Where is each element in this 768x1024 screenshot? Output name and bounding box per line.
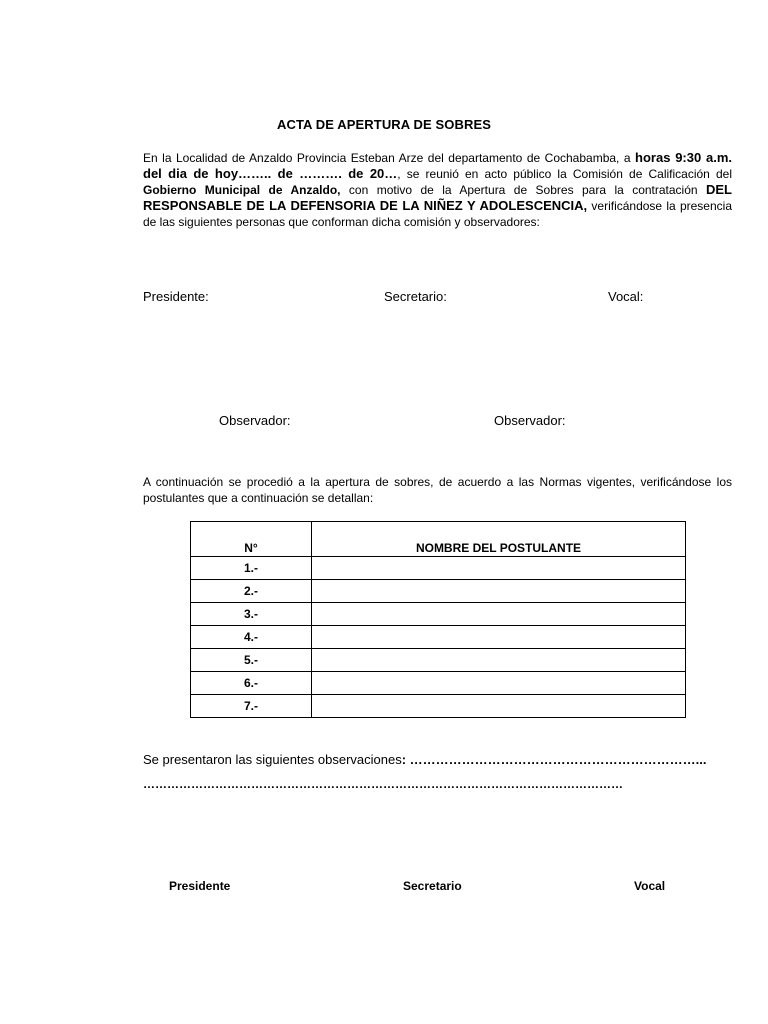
header-name: NOMBRE DEL POSTULANTE [312, 522, 686, 557]
row-name-cell [312, 603, 686, 626]
intro-text-4: verificándose la presencia de las siguientes personas que conforman dicha comisión y observadores: [143, 199, 732, 229]
row-name-cell [312, 626, 686, 649]
row-number: 2.- [191, 580, 312, 603]
intro-paragraph [143, 150, 732, 230]
table-row [191, 557, 686, 580]
intro-bold-municipality: Gobierno Municipal de Anzaldo, [143, 183, 341, 197]
row-number: 5.- [191, 649, 312, 672]
row-name-cell [312, 649, 686, 672]
row-number: 1.- [191, 557, 312, 580]
label-observador-2: Observador: [494, 413, 566, 428]
document-title: ACTA DE APERTURA DE SOBRES [277, 117, 491, 132]
signature-presidente: Presidente [169, 879, 231, 893]
intro-bold-time: horas 9:30 a.m. del dia de hoy…….. de ………. de 20… [143, 150, 733, 181]
intro-bold-position: DEL RESPONSABLE DE LA DEFENSORIA DE LA NIÑEZ Y ADOLESCENCIA, [143, 182, 732, 213]
row-number: 7.- [191, 695, 312, 718]
row-number: 3.- [191, 603, 312, 626]
intro-text-3: con motivo de la Apertura de Sobres para la contratación [340, 183, 706, 197]
observations-label: Se presentaron las siguientes observaciones [143, 752, 402, 767]
signature-vocal: Vocal [634, 879, 666, 893]
label-observador-1: Observador: [219, 413, 291, 428]
table-row [191, 626, 686, 649]
table-row [191, 672, 686, 695]
table-row [191, 603, 686, 626]
row-number: 6.- [191, 672, 312, 695]
observations-dots-1: …………………………………………………………... [406, 752, 707, 767]
table-row [191, 695, 686, 718]
intro-text-2: , se reunió en acto público la Comisión de Calificación del [397, 167, 732, 181]
label-vocal: Vocal: [608, 289, 644, 304]
table-header-row [191, 522, 686, 557]
label-presidente: Presidente: [143, 289, 209, 304]
observations-colon: : [401, 752, 407, 767]
observations-dots-2: ………………………………………………………………………………………………………… [143, 777, 623, 791]
row-number: 4.- [191, 626, 312, 649]
continuation-paragraph: A continuación se procedió a la apertura de sobres, de acuerdo a las Normas vigentes, verificándose los postulantes que a continuación se detallan: [143, 475, 732, 505]
row-name-cell [312, 672, 686, 695]
header-number: N° [191, 522, 312, 557]
observations-line-1 [143, 752, 707, 767]
label-secretario: Secretario: [384, 289, 447, 304]
row-name-cell [312, 695, 686, 718]
table-row [191, 649, 686, 672]
postulantes-table [190, 521, 686, 718]
signature-secretario: Secretario [403, 879, 462, 893]
row-name-cell [312, 580, 686, 603]
table-row [191, 580, 686, 603]
row-name-cell [312, 557, 686, 580]
intro-text-1: En la Localidad de Anzaldo Provincia Esteban Arze del departamento de Cochabamba, a [143, 151, 636, 165]
